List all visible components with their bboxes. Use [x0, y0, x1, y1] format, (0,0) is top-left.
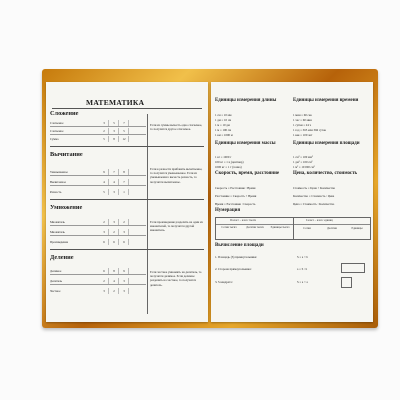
area-calc-formula: S = a × b [297, 255, 309, 259]
area-calc-formula: S = a × a [297, 280, 308, 284]
area-calc-formula: a = S : b [297, 267, 308, 271]
price-line: Цена = Стоимость : Количество [293, 202, 335, 206]
table-row: Слагаемое 3 5 7 [50, 119, 146, 127]
length-line: 1 м = 100 см [215, 128, 232, 132]
mass-heading: Единицы измерения массы [215, 141, 276, 146]
length-heading: Единицы измерения длины [215, 98, 277, 103]
section-note: Если произведение разделить на один из множителей, то получится другой множитель. [150, 220, 203, 233]
col-label: Единицы тысяч [270, 226, 290, 229]
col-label: Десятки [327, 227, 337, 230]
section-note: Если частное умножить на делитель, то получится делимое. Если делимое разделить на частное, то получится делитель. [150, 270, 202, 287]
area-units-heading: Единицы измерения площади [293, 141, 360, 146]
mass-line: 100 кг = 1 ц (центнер) [215, 160, 244, 164]
area-calc-item: 3. S квадрата: [215, 280, 233, 284]
length-line: 1 км = 1000 м [215, 133, 233, 137]
area-line: 1 дм² = 100 см² [293, 160, 313, 164]
col-label: Сотни тысяч [221, 226, 237, 229]
speed-line: Скорость = Расстояние : Время [215, 186, 256, 190]
col-label: Сотни [303, 227, 311, 230]
section-heading: Деление [50, 254, 74, 261]
col-label: Единицы [351, 227, 363, 230]
area-line: 1 см² = 100 мм² [293, 155, 313, 159]
class-units-label: I класс – класс единиц [306, 219, 333, 222]
col-label: Десятки тысяч [246, 226, 264, 229]
length-line: 1 см = 10 мм [215, 113, 232, 117]
numeration-heading: Нумерация [215, 208, 241, 213]
speed-line: Расстояние = Скорость × Время [215, 194, 257, 198]
table-row: Произведение 6 6 6 [50, 238, 146, 246]
price-line: Стоимость = Цена × Количество [293, 186, 336, 190]
time-line: 1 год = 365 или 366 суток [293, 128, 327, 132]
numeration-table [215, 217, 371, 240]
section-note: Если к разности прибавить вычитаемое, то получится уменьшаемое. Если из уменьшаемого вычесть разность, то получится вычитаемое. [150, 167, 203, 184]
time-heading: Единицы измерения времени [293, 98, 359, 103]
table-row: Делитель 2 4 3 [50, 277, 146, 285]
square-figure [341, 277, 352, 288]
table-row: Множитель 2 3 2 [50, 218, 146, 226]
class-thousands-label: II класс – класс тысяч [230, 219, 257, 222]
table-row: Слагаемое 2 3 5 [50, 127, 146, 135]
time-line: 1 мин = 60 сек [293, 113, 312, 117]
mass-line: 1000 кг = 1 т (тонна) [215, 165, 242, 169]
section-note: Если из суммы вычесть одно слагаемое, то получится другое слагаемое. [150, 123, 203, 132]
table-row: Делимое 6 8 9 [50, 267, 146, 275]
rectangle-figure [341, 263, 365, 273]
time-line: 1 век = 100 лет [293, 133, 313, 137]
area-calc-item: 1. Площадь (S) прямоугольника: [215, 255, 258, 259]
left-page-math [46, 82, 208, 322]
price-line: Количество = Стоимость : Цена [293, 194, 335, 198]
table-row: Сумма 5 8 12 [50, 135, 146, 143]
table-row: Частное 3 2 3 [50, 287, 146, 295]
speed-line: Время = Расстояние : Скорость [215, 202, 256, 206]
section-heading: Сложение [50, 110, 79, 117]
section-heading: Вычитание [50, 151, 83, 158]
table-row: Вычитаемое 4 4 7 [50, 178, 146, 186]
area-calc-item: 2. Сторона прямоугольника: [215, 267, 252, 271]
table-row: Уменьшаемое 9 7 8 [50, 168, 146, 176]
table-row: Разность 5 3 1 [50, 188, 146, 196]
time-line: 1 сутки = 24 ч [293, 123, 312, 127]
length-line: 1 м = 10 дм [215, 123, 230, 127]
page-title: МАТЕМАТИКА [86, 98, 145, 107]
right-page-units [211, 82, 373, 322]
time-line: 1 час = 60 мин [293, 118, 312, 122]
section-heading: Умножение [50, 204, 83, 211]
area-line: 1 м² = 10 000 см² [293, 165, 315, 169]
table-row: Множитель 3 2 3 [50, 228, 146, 236]
price-heading: Цена, количество, стоимость [293, 171, 358, 176]
length-line: 1 дм = 10 см [215, 118, 232, 122]
area-calc-heading: Вычисление площади [215, 243, 264, 248]
speed-heading: Скорость, время, расстояние [215, 171, 280, 176]
mass-line: 1 кг = 1000 г [215, 155, 232, 159]
